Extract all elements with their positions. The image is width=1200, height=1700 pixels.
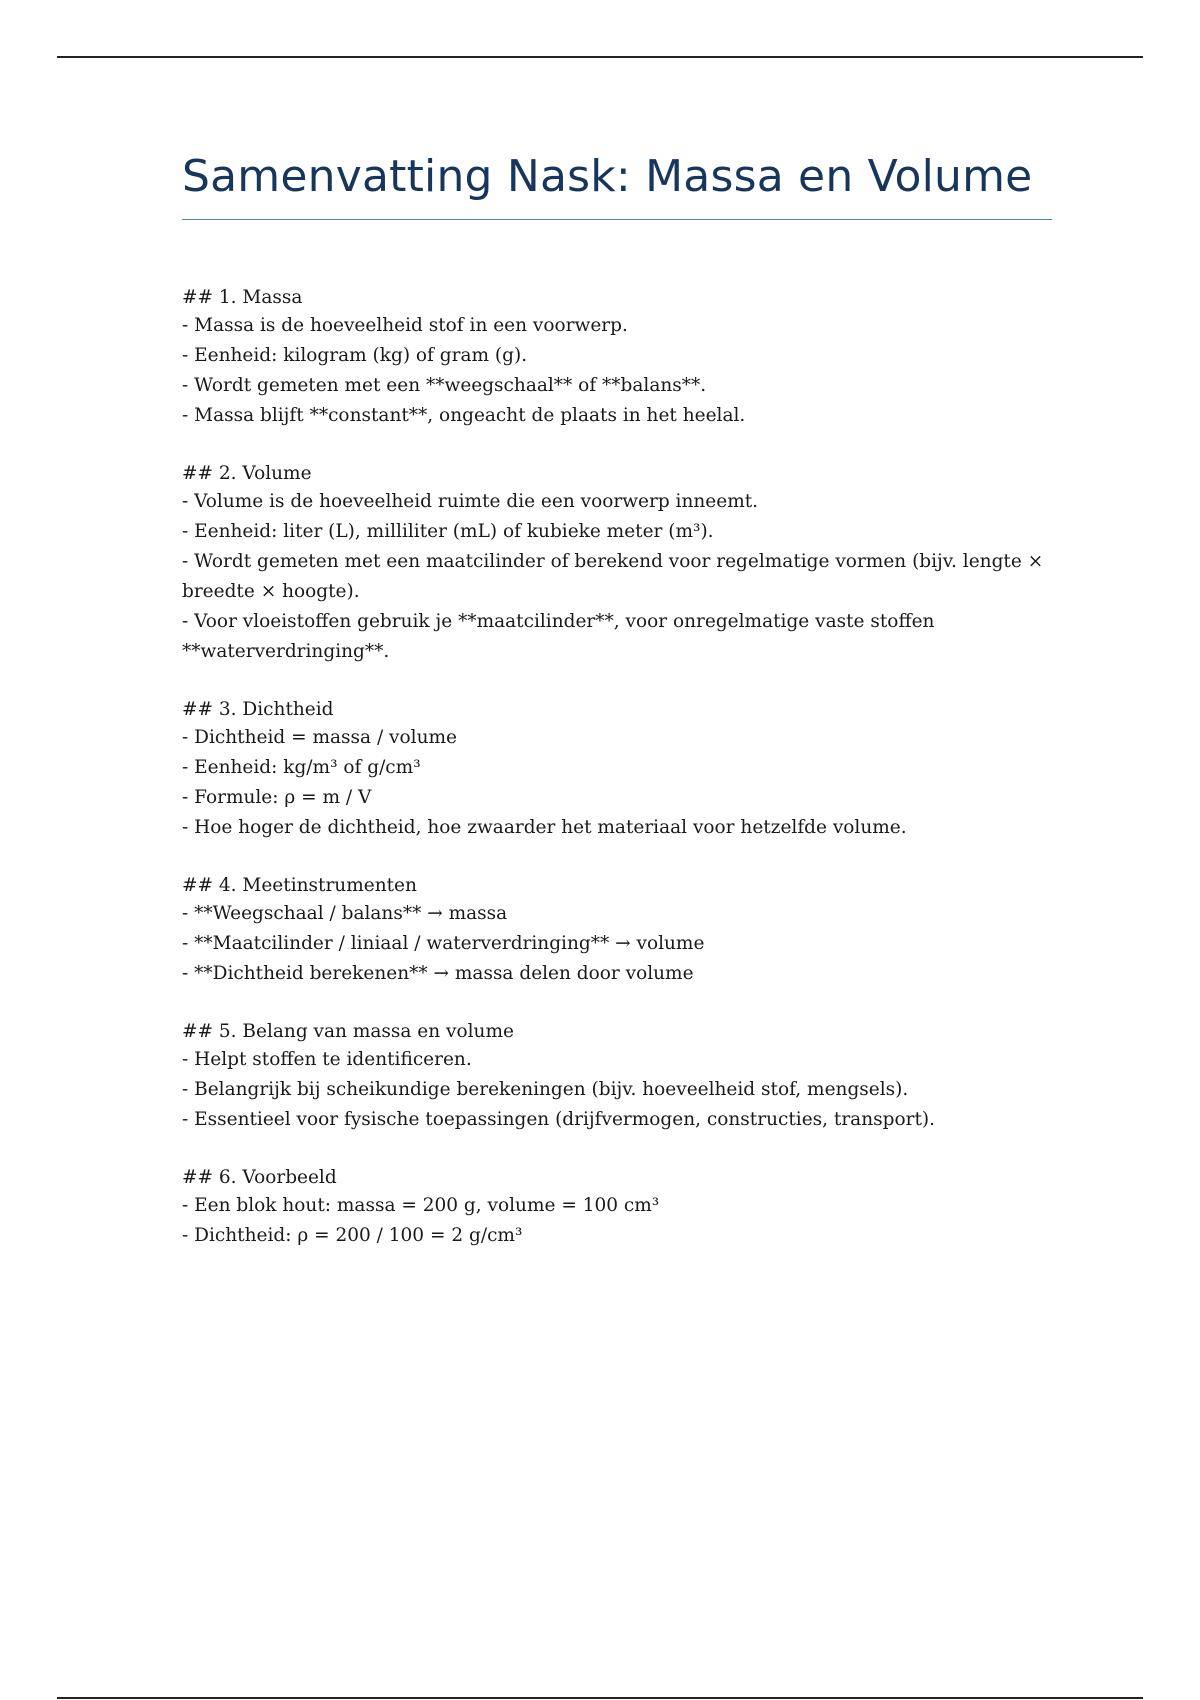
list-item: - Dichtheid = massa / volume — [182, 727, 457, 748]
list-item: - Wordt gemeten met een maatcilinder of berekend voor regelmatige vormen (bijv. lengte × breedte × hoogte). — [182, 551, 1050, 602]
list-item: - **Dichtheid berekenen** → massa delen door volume — [182, 963, 694, 984]
section-heading: ## 2. Volume — [182, 463, 312, 484]
list-item: - **Maatcilinder / liniaal / waterverdringing** → volume — [182, 933, 705, 954]
section-belang — [182, 1017, 1052, 1135]
list-item: - Wordt gemeten met een **weegschaal** of **balans**. — [182, 375, 707, 396]
list-item: - Dichtheid: ρ = 200 / 100 = 2 g/cm³ — [182, 1225, 523, 1246]
list-item: - Helpt stoffen te identificeren. — [182, 1049, 472, 1070]
section-heading: ## 3. Dichtheid — [182, 699, 334, 720]
section-heading: ## 1. Massa — [182, 287, 303, 308]
list-item: - Eenheid: kg/m³ of g/cm³ — [182, 757, 421, 778]
section-heading: ## 6. Voorbeeld — [182, 1167, 337, 1188]
list-item: - Hoe hoger de dichtheid, hoe zwaarder het materiaal voor hetzelfde volume. — [182, 817, 907, 838]
section-massa — [182, 283, 1052, 431]
list-item: - Belangrijk bij scheikundige berekeningen (bijv. hoeveelheid stof, mengsels). — [182, 1079, 909, 1100]
list-item: - Een blok hout: massa = 200 g, volume = 100 cm³ — [182, 1195, 660, 1216]
section-dichtheid — [182, 695, 1052, 843]
list-item: - Voor vloeistoffen gebruik je **maatcilinder**, voor onregelmatige vaste stoffen **waterverdringing**. — [182, 611, 941, 662]
list-item: - **Weegschaal / balans** → massa — [182, 903, 508, 924]
list-item: - Formule: ρ = m / V — [182, 787, 372, 808]
list-item: - Massa blijft **constant**, ongeacht de plaats in het heelal. — [182, 405, 746, 426]
section-volume — [182, 459, 1052, 667]
page-top-rule — [57, 56, 1143, 58]
list-item: - Eenheid: liter (L), milliliter (mL) of kubieke meter (m³). — [182, 521, 714, 542]
list-item: - Volume is de hoeveelheid ruimte die een voorwerp inneemt. — [182, 491, 759, 512]
list-item: - Eenheid: kilogram (kg) of gram (g). — [182, 345, 528, 366]
page-bottom-rule — [57, 1697, 1143, 1699]
section-meetinstrumenten — [182, 871, 1052, 989]
section-voorbeeld — [182, 1163, 1052, 1251]
document-body — [182, 146, 1052, 1279]
section-heading: ## 4. Meetinstrumenten — [182, 875, 417, 896]
list-item: - Essentieel voor fysische toepassingen (drijfvermogen, constructies, transport). — [182, 1109, 935, 1130]
sections-container — [182, 283, 1052, 1251]
document-title: Samenvatting Nask: Massa en Volume — [182, 146, 1052, 220]
list-item: - Massa is de hoeveelheid stof in een voorwerp. — [182, 315, 628, 336]
section-heading: ## 5. Belang van massa en volume — [182, 1021, 514, 1042]
